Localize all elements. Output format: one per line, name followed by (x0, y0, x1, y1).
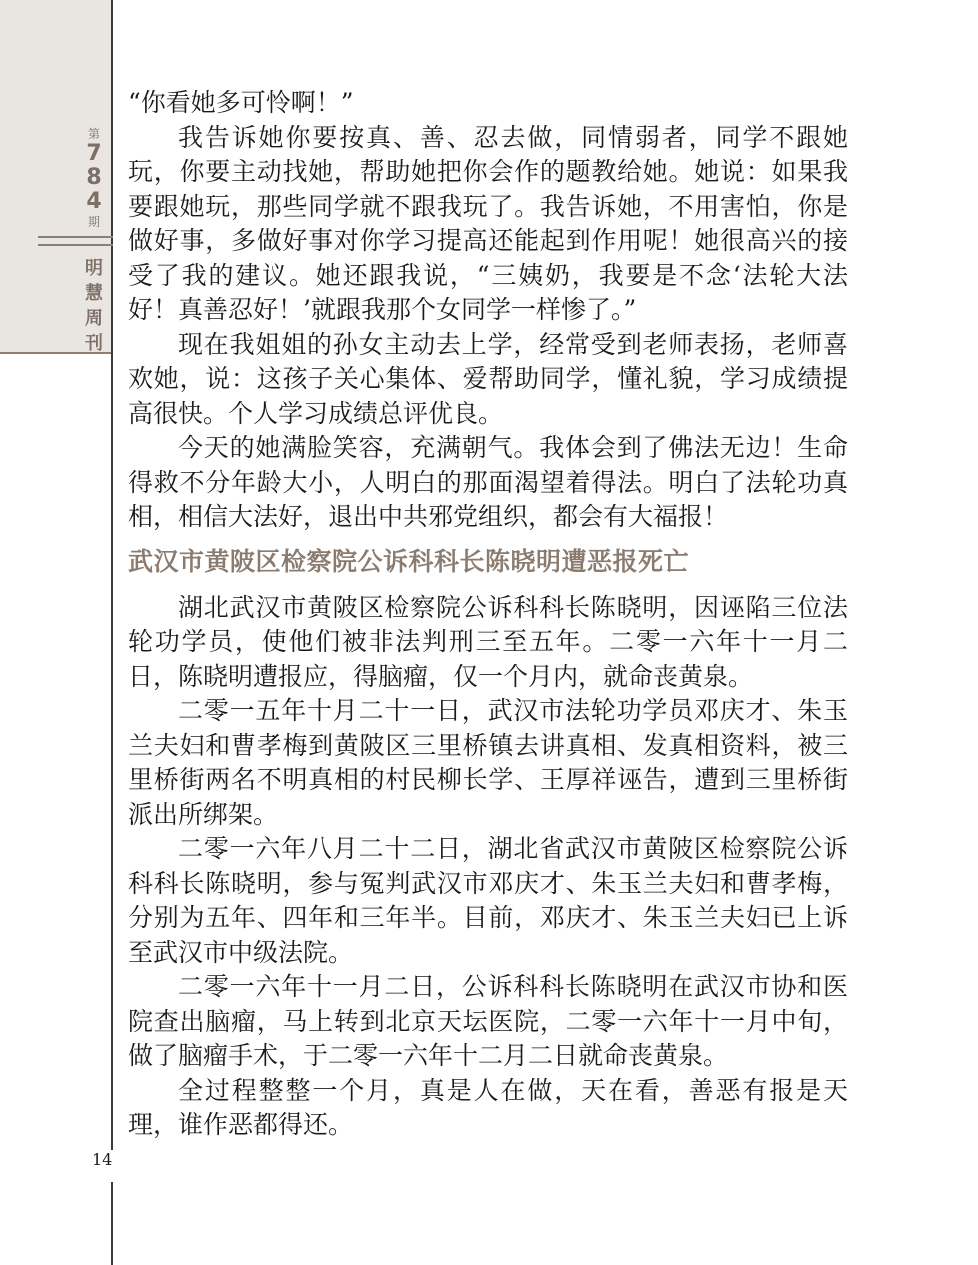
magazine-char: 明 (85, 258, 103, 279)
paragraph: 今天的她满脸笑容，充满朝气。我体会到了佛法无边！生命得救不分年龄大小，人明白的那面渴望着得法。明白了法轮功真相，相信大法好，退出中共邪党组织，都会有大福报！ (128, 433, 848, 531)
magazine-char: 周 (85, 308, 103, 329)
paragraph: “你看她多可怜啊！” (128, 88, 354, 117)
magazine-char: 慧 (85, 283, 103, 304)
paragraph: 现在我姐姐的孙女主动去上学，经常受到老师表扬，老师喜欢她，说：这孩子关心集体、爱帮助同学，懂礼貌，学习成绩提高很快。个人学习成绩总评优良。 (128, 329, 848, 428)
article-heading: 武汉市黄陂区检察院公诉科科长陈晓明遭恶报死亡 (128, 546, 690, 576)
paragraph: 我告诉她你要按真、善、忍去做，同情弱者，同学不跟她玩，你要主动找她，帮助她把你会作的题教给她。她说：如果我要跟她玩，那些同学就不跟我玩了。我告诉她，不用害怕，你是做好事，多做好事对你学习提高还能起到作用呢！她很高兴的接受了我的建议。她还跟我说，“三姨奶，我要是不念‘法轮大法好！真善忍好！’就跟我那个女同学一样惨了。” (128, 122, 848, 324)
page-number: 14 (92, 1150, 113, 1169)
paragraph: 二零一五年十月二十一日，武汉市法轮功学员邓庆才、朱玉兰夫妇和曹孝梅到黄陂区三里桥镇去讲真相、发真相资料，被三里桥街两名不明真相的村民柳长学、王厚祥诬告，遭到三里桥街派出所绑架。 (128, 696, 848, 829)
paragraph: 全过程整整一个月，真是人在做，天在看，善恶有报是天理，谁作恶都得还。 (128, 1075, 848, 1139)
issue-digit: 4 (86, 189, 102, 214)
tab-divider (38, 236, 113, 246)
paragraph: 湖北武汉市黄陂区检察院公诉科科长陈晓明，因诬陷三位法轮功学员，使他们被非法判刑三至五年。二零一六年十一月二日，陈晓明遭报应，得脑瘤，仅一个月内，就命丧黄泉。 (128, 592, 848, 691)
issue-suffix: 期 (87, 215, 100, 229)
magazine-name (76, 256, 112, 356)
paragraph: 二零一六年十一月二日，公诉科科长陈晓明在武汉市协和医院查出脑瘤，马上转到北京天坛医院，二零一六年十一月中旬，做了脑瘤手术，于二零一六年十二月二日就命丧黄泉。 (128, 972, 848, 1070)
margin-rule-bottom (111, 1182, 113, 1265)
magazine-char: 刊 (85, 333, 103, 354)
issue-prefix: 第 (87, 127, 100, 141)
paragraph: 二零一六年八月二十二日，湖北省武汉市黄陂区检察院公诉科科长陈晓明，参与冤判武汉市邓庆才、朱玉兰夫妇和曹孝梅，分别为五年、四年和三年半。目前，邓庆才、朱玉兰夫妇已上诉至武汉市中级法院。 (128, 834, 848, 967)
issue-digit: 7 (86, 141, 102, 166)
issue-number (74, 126, 114, 230)
issue-digit: 8 (86, 165, 102, 190)
article-body (128, 86, 848, 1143)
